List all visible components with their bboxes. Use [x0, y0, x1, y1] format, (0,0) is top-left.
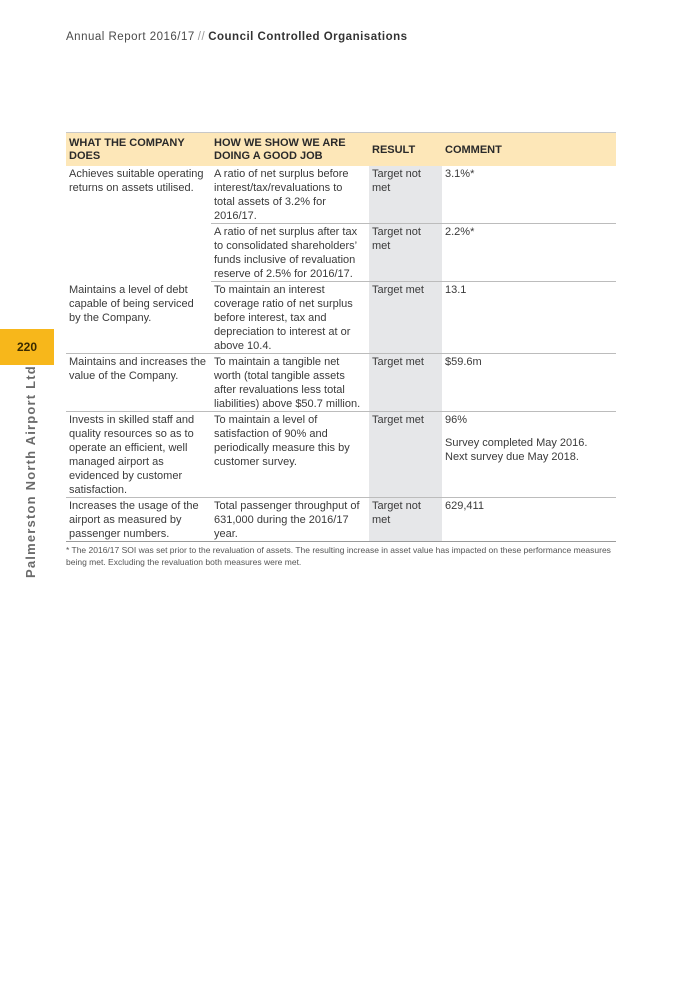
comment-text: 13.1: [445, 284, 467, 296]
column-header-how: HOW WE SHOW WE ARE DOING A GOOD JOB: [214, 137, 346, 162]
column-header-what: WHAT THE COMPANY DOES: [69, 137, 185, 162]
cell-how: A ratio of net surplus before interest/tax/revaluations to total assets of 3.2% for 2016/17.: [211, 166, 369, 224]
column-header-comment: COMMENT: [445, 143, 502, 156]
cell-how: To maintain an interest coverage ratio of net surplus before interest, tax and depreciation to interest at or above 10.4.: [211, 282, 369, 354]
cell-comment: [442, 412, 616, 498]
cell-result: Target not met: [369, 224, 442, 282]
comment-text: 2.2%*: [445, 226, 475, 238]
cell-what: Maintains and increases the value of the Company.: [66, 354, 211, 412]
section-title: Council Controlled Organisations: [208, 31, 408, 43]
cell-result: Target not met: [369, 498, 442, 542]
cell-what: Invests in skilled staff and quality resources so as to operate an efficient, well managed airport as evidenced by customer satisfaction.: [66, 412, 211, 498]
organisation-side-title: Palmerston North Airport Ltd: [23, 365, 38, 578]
table-row: [66, 166, 616, 224]
cell-result: Target met: [369, 412, 442, 498]
cell-what: Maintains a level of debt capable of being serviced by the Company.: [66, 282, 211, 354]
cell-what: Achieves suitable operating returns on assets utilised.: [69, 168, 204, 194]
table-row: [66, 412, 616, 498]
running-header: [66, 31, 408, 43]
header-separator: //: [197, 31, 206, 43]
report-title: Annual Report 2016/17: [66, 31, 195, 43]
cell-how: A ratio of net surplus after tax to consolidated shareholders’ funds inclusive of revaluation reserve of 2.5% for 2016/17.: [211, 224, 369, 282]
cell-how: Total passenger throughput of 631,000 during the 2016/17 year.: [211, 498, 369, 542]
cell-comment: [442, 354, 616, 412]
column-header-result: RESULT: [372, 143, 416, 156]
comment-text: $59.6m: [445, 356, 482, 368]
table-header-row: [66, 133, 616, 167]
cell-comment: [442, 498, 616, 542]
cell-how: To maintain a tangible net worth (total tangible assets after revaluations less total liabilities) above $50.7 million.: [211, 354, 369, 412]
table-row: [66, 282, 616, 354]
cell-comment: [442, 282, 616, 354]
performance-table: [66, 132, 616, 542]
comment-text: Survey completed May 2016. Next survey due May 2018.: [445, 437, 588, 463]
cell-how: To maintain a level of satisfaction of 90% and periodically measure this by customer survey.: [211, 412, 369, 498]
footnote: * The 2016/17 SOI was set prior to the revaluation of assets. The resulting increase in asset value has impacted on these performance measures being met. Excluding the revaluation both measures were met.: [66, 545, 611, 567]
comment-text: 629,411: [445, 500, 484, 512]
cell-result: Target not met: [369, 166, 442, 224]
cell-result: Target met: [369, 282, 442, 354]
comment-text: 96%: [445, 414, 468, 426]
page-number: 220: [0, 329, 54, 365]
table-row: [66, 354, 616, 412]
comment-text: 3.1%*: [445, 168, 475, 180]
cell-comment: [442, 166, 616, 224]
cell-comment: [442, 224, 616, 282]
table-row: [66, 498, 616, 542]
cell-result: Target met: [369, 354, 442, 412]
cell-what: Increases the usage of the airport as measured by passenger numbers.: [66, 498, 211, 542]
